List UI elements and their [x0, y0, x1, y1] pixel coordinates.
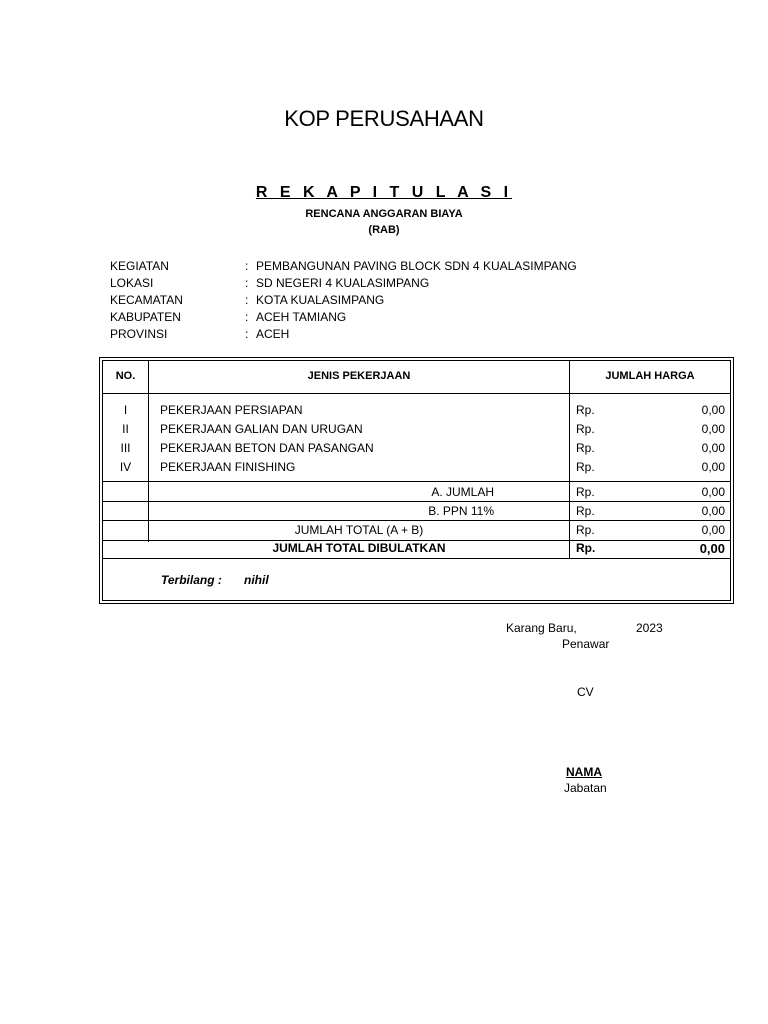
summary-value: 0,00 [701, 485, 725, 499]
info-label: PROVINSI [110, 327, 168, 341]
summary-row-rounded-total [103, 539, 730, 558]
row-name: PEKERJAAN PERSIAPAN [160, 403, 303, 417]
info-colon: : [245, 310, 249, 324]
recap-table [99, 357, 734, 604]
row-value: 0,00 [701, 460, 725, 474]
info-label: KECAMATAN [110, 293, 183, 307]
summary-value: 0,00 [701, 504, 725, 518]
table-row [103, 439, 730, 458]
terbilang-value: nihil [244, 573, 269, 587]
table-row [103, 458, 730, 477]
row-value: 0,00 [701, 441, 725, 455]
summary-row-total [103, 521, 730, 540]
row-value: 0,00 [701, 403, 725, 417]
summary-label: B. PPN 11% [428, 504, 494, 518]
document-title: R E K A P I T U L A S I [255, 184, 513, 201]
table-header [103, 361, 730, 394]
info-colon: : [245, 293, 249, 307]
info-row-kecamatan [110, 292, 577, 309]
info-colon: : [245, 276, 249, 290]
summary-currency: Rp. [576, 523, 595, 537]
row-currency: Rp. [576, 403, 595, 417]
project-info [110, 258, 577, 343]
info-label: LOKASI [110, 276, 154, 290]
row-currency: Rp. [576, 441, 595, 455]
summary-label: A. JUMLAH [431, 485, 494, 499]
signature-year: 2023 [636, 621, 663, 635]
info-value: PEMBANGUNAN PAVING BLOCK SDN 4 KUALASIMPANG [256, 259, 577, 273]
header-jenis-pekerjaan: JENIS PEKERJAAN [307, 370, 411, 382]
summary-value: 0,00 [699, 541, 725, 556]
summary-label: JUMLAH TOTAL (A + B) [294, 523, 424, 537]
info-colon: : [245, 327, 249, 341]
signature-name: NAMA [566, 765, 602, 779]
info-value: ACEH TAMIANG [256, 310, 347, 324]
summary-label: JUMLAH TOTAL DIBULATKAN [272, 541, 446, 555]
row-no: IV [119, 460, 132, 474]
company-letterhead: KOP PERUSAHAAN [284, 106, 484, 131]
table-row [103, 420, 730, 439]
signature-company: CV [577, 685, 594, 699]
document-subtitle-abbr: (RAB) [368, 224, 400, 236]
row-name: PEKERJAAN GALIAN DAN URUGAN [160, 422, 363, 436]
signature-place: Karang Baru, [506, 621, 577, 635]
info-value: ACEH [256, 327, 290, 341]
row-divider [103, 558, 730, 559]
info-row-kegiatan [110, 258, 577, 275]
summary-currency: Rp. [576, 504, 595, 518]
summary-value: 0,00 [701, 523, 725, 537]
summary-row-jumlah [103, 483, 730, 502]
row-no: II [122, 422, 129, 436]
row-no: III [120, 441, 131, 455]
recap-table-inner [102, 360, 731, 601]
signature-position: Jabatan [564, 781, 607, 795]
info-value: SD NEGERI 4 KUALASIMPANG [256, 276, 430, 290]
row-name: PEKERJAAN FINISHING [160, 460, 296, 474]
summary-row-ppn [103, 502, 730, 521]
row-currency: Rp. [576, 460, 595, 474]
row-currency: Rp. [576, 422, 595, 436]
row-name: PEKERJAAN BETON DAN PASANGAN [160, 441, 374, 455]
section-divider [103, 481, 730, 482]
terbilang-label: Terbilang : [161, 573, 222, 587]
info-colon: : [245, 259, 249, 273]
header-jumlah-harga: JUMLAH HARGA [605, 370, 695, 382]
summary-currency: Rp. [576, 485, 595, 499]
info-row-lokasi [110, 275, 577, 292]
info-label: KEGIATAN [110, 259, 169, 273]
info-value: KOTA KUALASIMPANG [256, 293, 385, 307]
row-value: 0,00 [701, 422, 725, 436]
table-row [103, 401, 730, 420]
info-row-provinsi [110, 326, 577, 343]
summary-currency: Rp. [576, 541, 596, 555]
info-row-kabupaten [110, 309, 577, 326]
header-no: NO. [115, 370, 136, 382]
document-subtitle: RENCANA ANGGARAN BIAYA [305, 208, 463, 220]
info-label: KABUPATEN [110, 310, 181, 324]
row-no: I [123, 403, 128, 417]
signature-role: Penawar [562, 637, 610, 651]
